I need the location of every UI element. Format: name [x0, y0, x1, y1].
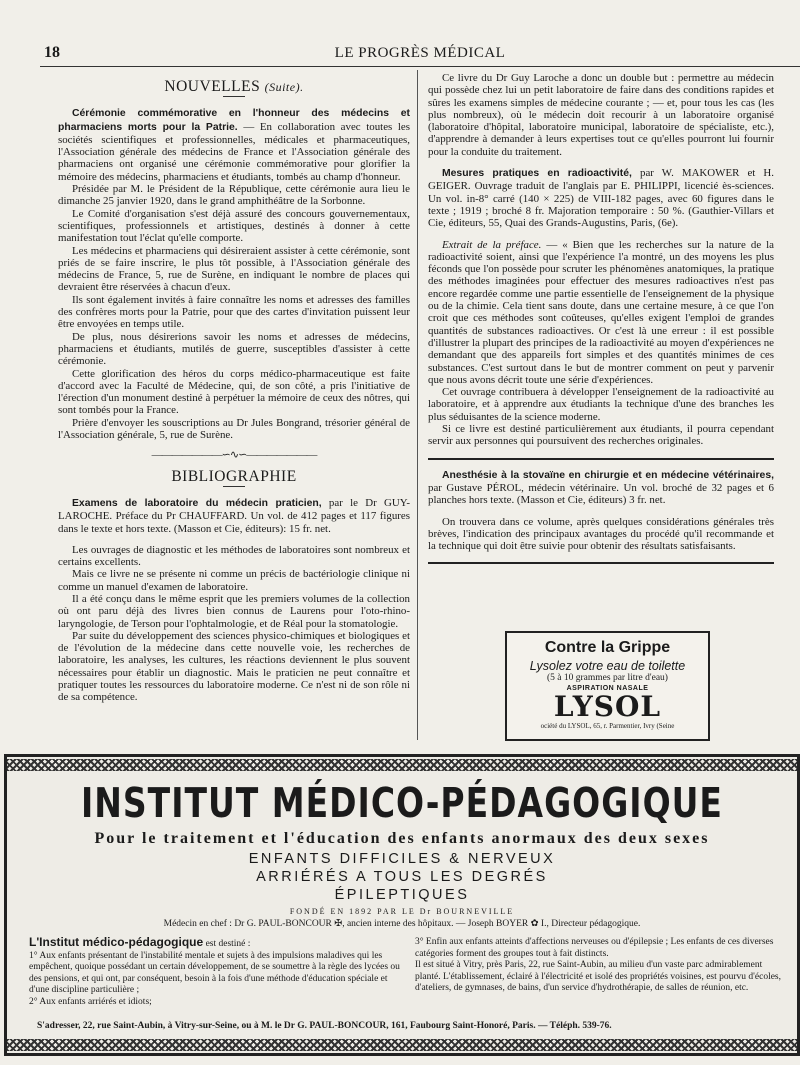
- review-paragraph: — « Bien que les recherches sur la nature de la radioactivité soient, ainsi que l'expérience l'a montré, un des moyens les plus féconds que l'on possède pour scruter les phénomènes anatomiques, la pratique des méthodes imaginées pour effectuer des mesures radioactives n'est pas encore regardée comme une partie essentielle de l'enseignement de la physique ou de la chimie. Cela tient sans doute, dans une certaine mesure, à ce que l'on croit que ces méthodes sont coûteuses, qu'elles exigent l'emploi de grandes quantités de substances radioactives. Or c'est là une erreur : il est possible d'illustrer la plupart des principes de la radioactivité au moyen d'expériences ne demandant que des appareils fort simples et des quantités minimes de ces substances. C'est surtout dans le but de montrer comment on peut y parvenir que nous avons décrit toute une série d'expériences.: [428, 238, 775, 386]
- institut-line: ARRIÉRÉS A TOUS LES DEGRÉS: [256, 869, 548, 885]
- institut-line: ÉPILEPTIQUES: [334, 887, 470, 903]
- review-paragraph: Si ce livre est destiné particulièrement aux étudiants, il pourra cependant servir aux personnes qui poursuivent des recherches originales.: [428, 423, 774, 448]
- nouvelles-paragraph: Cette glorification des héros du corps médico-pharmaceutique est faite d'accord avec la Faculté de Médecine, qui, de son côté, a pris l'initiative de l'érection d'un monument destiné à perpétuer la mémoire de ceux des nôtres, qui sont tombés pour la France.: [58, 367, 410, 417]
- institut-left-item: 2° Aux enfants arriérés et idiots;: [29, 996, 152, 1007]
- column-divider: [417, 70, 418, 740]
- institut-left-heading-suffix: est destiné :: [205, 939, 251, 949]
- biblio-paragraph: Mais ce livre ne se présente ni comme un précis de bactériologie clinique ni comme un manuel d'examen de laboratoire.: [58, 568, 410, 593]
- nouvelles-paragraph: Ils sont également invités à faire connaître les noms et adresses des familles des confrères morts pour la Patrie, pour que des cartes d'invitation puissent leur être envoyées en temps utile.: [58, 293, 410, 331]
- nouvelles-paragraph: De plus, nous désirerions savoir les noms et adresses de médecins, pharmaciens et étudiants, mutilés de guerre, susceptibles d'assister à cette cérémonie.: [58, 330, 410, 368]
- ceremony-title: Cérémonie commémorative en l'honneur des médecins et pharmaciens morts pour la Patrie.: [58, 108, 410, 133]
- left-column: [58, 72, 410, 704]
- decorative-border-top: [7, 759, 797, 771]
- biblio-paragraph: Par suite du développement des sciences physico-chimiques et biologiques et de l'évolution de la médecine dans cette nouvelle voie, les recherches de laboratoire, les analyses, les cultures, les réactions deviennent le plus souvent nécessaires pour établir un diagnostic. Mais le praticien ne peut connaître et pratiquer toutes les ressources du laboratoire moderne. Ce n'est ni de son rôle ni de sa compétence.: [58, 629, 410, 704]
- lysol-headline: Contre la Grippe: [544, 639, 671, 656]
- review-paragraph: Cet ouvrage contribuera à développer l'enseignement de la radioactivité au laboratoire, et à apprendre aux étudiants la technique d'une des branches les plus séduisantes de la science moderne.: [428, 386, 774, 423]
- page-number: 18: [44, 44, 60, 61]
- book1-details: par le Dr GUY-LAROCHE. Préface du Pr CHAUFFARD. Un vol. de 412 pages et 117 figures dans le texte et hors texte. (Masson et Cie, éditeurs): 15 fr. net.: [58, 496, 410, 535]
- institut-staff: Médecin en chef : Dr G. PAUL-BONCOUR ✠, ancien interne des hôpitaux. — Joseph BOYER ✿ I., Directeur pédagogique.: [163, 919, 641, 929]
- book2-details: par W. MAKOWER et H. GEIGER. Ouvrage traduit de l'anglais par E. PHILIPPI, licencié ès-sciences. Un vol. in-8° carré (140 × 225) de VIII-182 pages, avec 60 figures dans le texte ; 1919 ; broché 8 fr. Majoration temporaire : 50 %. (Gauthier-Villars et Cie, éditeurs, 55, Quai des Grands-Augustins, Paris, (6e).: [428, 167, 774, 230]
- book1-title: Examens de laboratoire du médecin praticien,: [72, 497, 322, 509]
- right-column: [428, 72, 774, 564]
- nouvelles-paragraph: Présidée par M. le Président de la République, cette cérémonie aura lieu le dimanche 25 janvier 1920, dans le grand amphithéâtre de la Sorbonne.: [58, 183, 410, 208]
- book2-title: Mesures pratiques en radioactivité,: [442, 168, 632, 180]
- institut-subtitle: Pour le traitement et l'éducation des enfants anormaux des deux sexes: [94, 830, 710, 847]
- ornament-divider: ———————∽∿∽———————: [151, 449, 317, 462]
- institut-right-item: 3° Enfin aux enfants atteints d'affections nerveuses ou d'épilepsie ; Les enfants de ces diverses catégories forment des groupes tout à fait distincts.: [415, 937, 774, 959]
- biblio-paragraph: Les ouvrages de diagnostic et les méthodes de laboratoires sont nombreux et certains excellents.: [58, 543, 410, 569]
- lysol-brand: LYSOL: [553, 690, 662, 723]
- biblio-paragraph: Il a été conçu dans le même esprit que les premiers volumes de la collection où ont paru déjà des livres bien connus de Laurens pour l'oto-rhino-laryngologie, de Terson pour l'ophtalmologie, et de Réal pour la stomatologie.: [58, 592, 410, 630]
- nouvelles-paragraph: Prière d'envoyer les souscriptions au Dr Jules Bongrand, trésorier général de l'Association générale, 5, rue de Surène.: [58, 416, 410, 442]
- page-header: [40, 40, 800, 67]
- nouvelles-heading-suffix: (Suite).: [264, 80, 304, 94]
- lysol-dosage: (5 à 10 grammes par litre d'eau): [547, 673, 668, 683]
- institut-founded: FONDÉ EN 1892 PAR LE Dr BOURNEVILLE: [289, 907, 515, 916]
- section-rule: [428, 562, 774, 564]
- bibliographie-heading: BIBLIOGRAPHIE: [171, 467, 297, 485]
- lysol-usage: ASPIRATION NASALE: [566, 685, 649, 692]
- book3-details: par Gustave PÉROL, médecin vétérinaire. Un vol. broché de 32 pages et 6 planches hors texte. (Masson et Cie, éditeurs) 3 fr. net.: [428, 481, 774, 507]
- institut-advertisement: [4, 754, 800, 1056]
- lysol-address: ociété du LYSOL, 65, r. Parmentier, Ivry (Seine: [540, 722, 675, 730]
- nouvelles-heading: NOUVELLES (Suite).: [164, 78, 304, 95]
- nouvelles-paragraph: — En collaboration avec toutes les sociétés scientifiques et professionnelles, médicales et pharmaceutiques, l'Association générale des médecins de France et l'Association générale des pharmaciens ont organisé une cérémonie commémorative pour glorifier la mémoire des médecins, pharmaciens et étudiants, tombés au champ d'honneur.: [58, 120, 410, 183]
- institut-left-heading: L'Institut médico-pédagogique: [29, 935, 204, 949]
- journal-title: LE PROGRÈS MÉDICAL: [334, 45, 506, 61]
- institut-address: S'adresser, 22, rue Saint-Aubin, à Vitry-sur-Seine, ou à M. le Dr G. PAUL-BONCOUR, 161, Faubourg Saint-Honoré, Paris. — Téléph. 539-76.: [37, 1021, 612, 1031]
- heading-rule: [223, 96, 245, 97]
- institut-left-text: [29, 937, 407, 1009]
- institut-right-item: Il est situé à Vitry, près Paris, 22, rue Saint-Aubin, au milieu d'un vaste parc admirablement planté. L'établissement, éclairé à l'électricité et isolé des propriétés voisines, est pourvu d'écoles, d'ateliers, de gymnases, de bains, d'un service d'hydrothérapie, de salles de réunion, etc.: [415, 960, 782, 994]
- decorative-border-bottom: [7, 1039, 797, 1051]
- institut-right-text: [415, 937, 787, 995]
- preface-lead: Extrait de la préface.: [442, 238, 542, 251]
- institut-line: ENFANTS DIFFICILES & NERVEUX: [248, 851, 556, 867]
- institut-title: INSTITUT MÉDICO-PÉDAGOGIQUE: [81, 778, 723, 827]
- book3-title: Anesthésie à la stovaïne en chirurgie et en médecine vétérinaires,: [442, 469, 774, 481]
- lysol-tagline: Lysolez votre eau de toilette: [529, 659, 686, 673]
- nouvelles-paragraph: Le Comité d'organisation s'est déjà assuré des concours gouvernementaux, scientifiques, professionnels et artistiques, destinés à donner à cette manifestation tout l'éclat qu'elle comporte.: [58, 207, 410, 245]
- heading-rule: [223, 486, 245, 487]
- nouvelles-paragraph: Les médecins et pharmaciens qui désireraient assister à cette cérémonie, sont priés de se faire inscrire, le plus tôt possible, à l'Association générale des médecins de France, 5, rue de Surène, en indiquant le nombre de places qui devraient être réservées à chacun d'eux.: [58, 244, 410, 294]
- lysol-advertisement: [505, 631, 710, 741]
- review-paragraph: Ce livre du Dr Guy Laroche a donc un double but : permettre au médecin qui possède chez lui un petit laboratoire de faire dans des conditions rapides et sûres les examens simples de médecine courante ; — et, pour tous les cas (les plus nombreux), où le médecin doit recourir à un laboratoire organisé (laboratoire d'hôpital, laboratoire municipal, laboratoire de spécialiste, etc.), d'apprendre à demander à leurs expertises tout ce qu'elles pourront lui fournir pour la conduite du traitement.: [428, 72, 774, 158]
- institut-left-item: 1° Aux enfants présentant de l'instabilité mentale et sujets à des impulsions maladives qui les empêchent, quoique possédant un certain développement, de se soumettre à la règle des lycées ou des pensions, et qui ont, par conséquent, besoin à la fois d'une méthode d'éducation spéciale et d'une discipline particulière ;: [29, 950, 400, 996]
- review-paragraph: On trouvera dans ce volume, après quelques considérations générales très brèves, l'indication des principaux avantages du procédé qu'il recommande et la technique qui doit être suivie pour obtenir des résultats satisfaisants.: [428, 515, 774, 553]
